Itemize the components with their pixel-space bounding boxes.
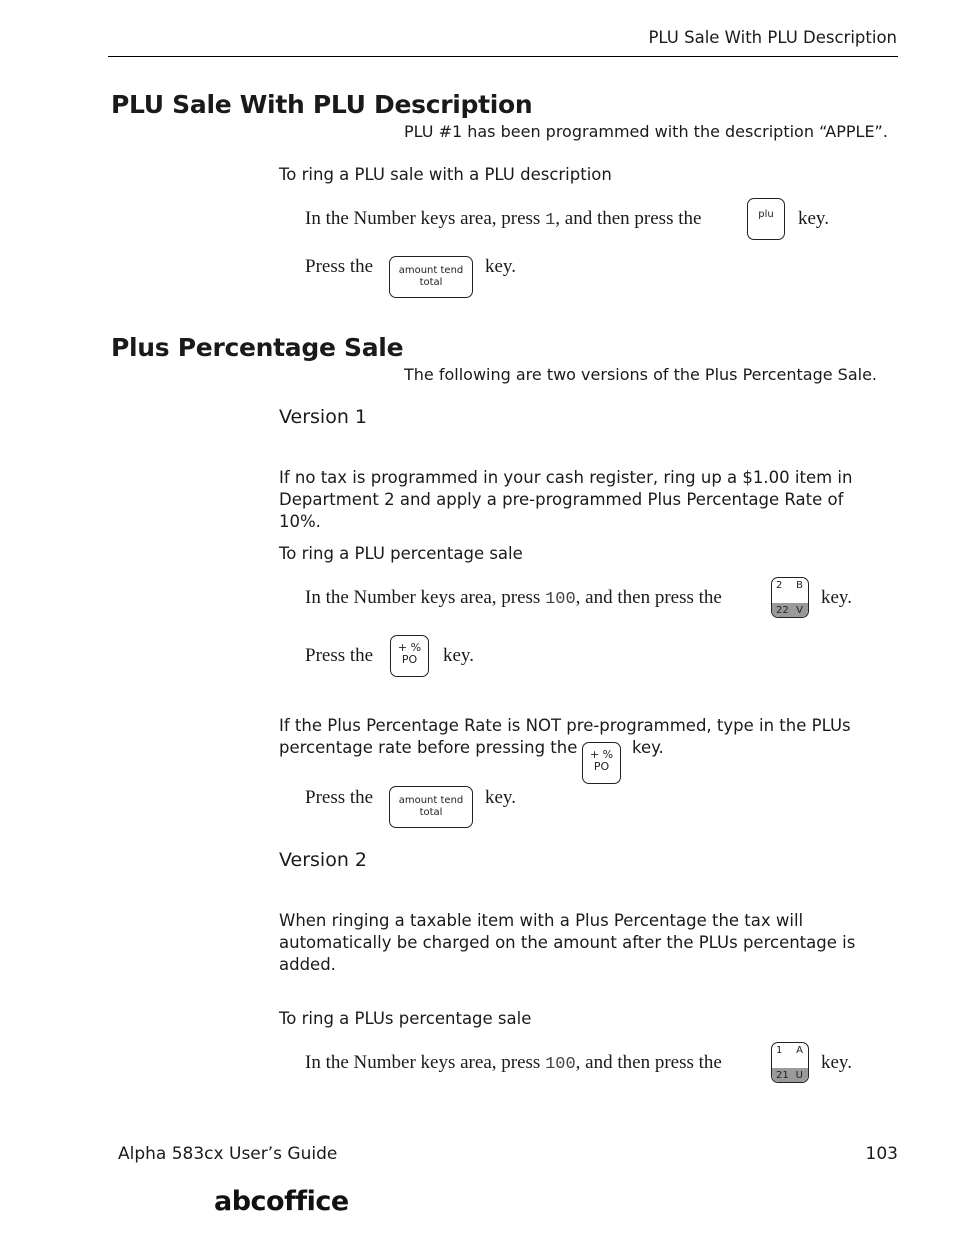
key-label-top: + % (589, 748, 614, 761)
key-label: 21 (776, 1070, 789, 1081)
note-key-suffix: key. (632, 738, 664, 757)
running-header: PLU Sale With PLU Description (648, 28, 897, 47)
version1-step1 (305, 587, 722, 609)
version1-note-line2: percentage rate before pressing the (279, 738, 578, 757)
step-key-suffix: key. (798, 208, 829, 229)
key-label-top: + % (397, 641, 422, 654)
step-key-suffix: key. (443, 645, 474, 666)
step-text: , and then press the (575, 1052, 722, 1073)
version2-title: Version 2 (279, 849, 367, 871)
footer-guide-title: Alpha 583cx User’s Guide (118, 1144, 338, 1164)
key-label-top: amount tend (398, 795, 464, 806)
version1-note-line1: If the Plus Percentage Rate is NOT pre-programmed, type in the PLUs (279, 716, 851, 735)
key-label-bottom: PO (593, 760, 610, 773)
section1-procedure-title: To ring a PLU sale with a PLU description (279, 165, 612, 184)
step-key-suffix: key. (485, 256, 516, 277)
key-label-bottom: total (419, 807, 443, 818)
key-label-top: amount tend (398, 265, 464, 276)
key-label: U (795, 1070, 803, 1081)
section2-intro: The following are two versions of the Plus Percentage Sale. (404, 365, 878, 384)
version2-step1 (305, 1052, 722, 1074)
header-rule (108, 56, 898, 57)
key-label-bottom: PO (401, 653, 418, 666)
step-code: 100 (545, 1055, 576, 1074)
step-key-suffix: key. (485, 787, 516, 808)
step-key-suffix: key. (821, 1052, 852, 1073)
section1-step2: Press the (305, 256, 374, 277)
version1-paragraph: If no tax is programmed in your cash register, ring up a $1.00 item in Department 2 and apply a pre-programmed Plus Percentage Rate of 10%. (279, 468, 853, 531)
amount-tend-total-key (389, 786, 473, 828)
section-title-plus-percentage: Plus Percentage Sale (111, 333, 404, 362)
version1-step3: Press the (305, 787, 374, 808)
version1-title: Version 1 (279, 406, 367, 428)
version2-procedure-title: To ring a PLUs percentage sale (279, 1009, 532, 1028)
section1-intro: PLU #1 has been programmed with the description “APPLE”. (404, 122, 888, 141)
plus-percent-key (582, 742, 621, 784)
step-text: In the Number keys area, press (305, 587, 546, 608)
step-text: In the Number keys area, press (305, 1052, 546, 1073)
version2-paragraph: When ringing a taxable item with a Plus Percentage the tax will automatically be charged on the amount after the PLUs percentage is added. (279, 911, 856, 974)
section-title-plu-description: PLU Sale With PLU Description (111, 90, 533, 119)
plus-percent-key (390, 635, 429, 677)
step-text: , and then press the (555, 208, 702, 229)
step-text: In the Number keys area, press (305, 208, 546, 229)
key-label: 1 (776, 1045, 783, 1056)
version1-step2: Press the (305, 645, 374, 666)
department-1-key (771, 1042, 809, 1083)
step-code: 100 (545, 590, 576, 609)
page-number: 103 (865, 1144, 898, 1164)
step-key-suffix: key. (821, 587, 852, 608)
version1-procedure-title: To ring a PLU percentage sale (279, 544, 523, 563)
key-label: B (796, 580, 803, 591)
plu-key: plu (747, 198, 785, 240)
key-label: 2 (776, 580, 783, 591)
amount-tend-total-key (389, 256, 473, 298)
step-code: 1 (545, 211, 556, 230)
key-label: V (796, 605, 803, 616)
key-label: 22 (776, 605, 789, 616)
department-2-key (771, 577, 809, 618)
step-text: , and then press the (575, 587, 722, 608)
abcoffice-logo: abcoffice (214, 1186, 349, 1217)
key-label: A (796, 1045, 803, 1056)
key-label-bottom: total (419, 277, 443, 288)
section1-step1 (305, 208, 701, 230)
